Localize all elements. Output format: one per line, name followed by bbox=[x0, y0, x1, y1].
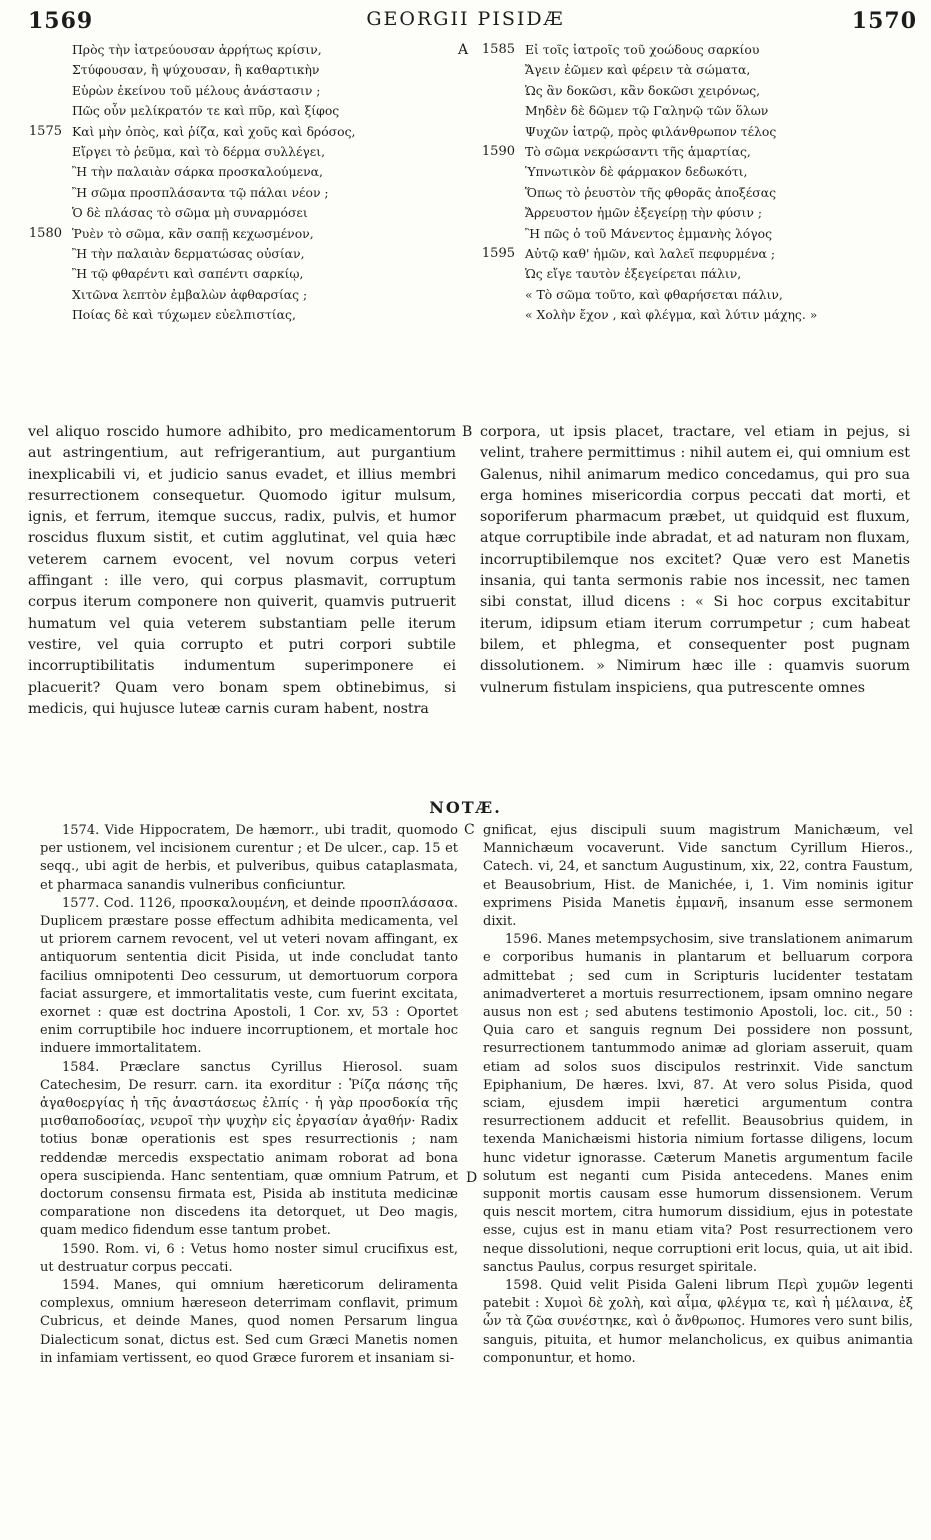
section-marker-a: A bbox=[458, 42, 469, 58]
note-entry: 1574. Vide Hippocratem, De hæmorr., ubi tradit, quomodo per ustionem, vel incisionem curentur ; et De ulcer., cap. 15 et seqq., ubi agit de herbis, et pulveribus, quibus cataplasmata, et pharmaca sanandis vulneribus conficiuntur. bbox=[40, 823, 458, 893]
verse-text: Εὑρὼν ἐκείνου τοῦ μέλους ἀνάστασιν ; bbox=[72, 82, 321, 98]
verse-text: Αὐτῷ καθ' ἡμῶν, καὶ λαλεῖ πεφυρμένα ; bbox=[525, 246, 776, 262]
line-number: 1575 bbox=[28, 123, 62, 139]
verse-text: Ἢ τὴν παλαιὰν δερματώσας οὐσίαν, bbox=[72, 246, 305, 262]
verse-text: Μηδὲν δὲ δῶμεν τῷ Γαληνῷ τῶν ὅλων bbox=[525, 103, 769, 119]
verse-text: Ὡς ἂν δοκῶσι, κἂν δοκῶσι χειρόνως, bbox=[525, 82, 761, 98]
notes-column-right bbox=[483, 822, 913, 1368]
note-entry: 1584. Præclare sanctus Cyrillus Hierosol. suam Catechesim, De resurr. carn. ita exorditur : Ῥίζα πάσης τῆς ἀγαθοεργίας ἡ τῆς ἀναστάσεως ἐλπίς · ἡ γὰρ προσδοκία τῆς μισθαποδοσίας, νευροῖ τὴν ψυχὴν εἰς ἐργασίαν ἀγαθήν· Radix totius bonæ operationis est spes resurrectionis ; nam reddendæ mercedis exspectatio animam roborat ad bona opera suscipienda. Hanc sententiam, quæ omnium Patrum, et doctorum consensu firmata est, Pisida ab instituta medicinæ comparatione non discedens ita detorquet, ut Deo magis, quam medico fidendum esse tantum probet. bbox=[40, 1059, 458, 1239]
verse-text: Πρὸς τὴν ἰατρεύουσαν ἀρρήτως κρίσιν, bbox=[72, 42, 322, 57]
verse-text: Ἄγειν ἐῶμεν καὶ φέρειν τὰ σώματα, bbox=[525, 62, 751, 78]
greek-verse-right bbox=[481, 40, 925, 326]
verse-text: Ψυχῶν ἰατρῷ, πρὸς φιλάνθρωπον τέλος bbox=[525, 123, 777, 139]
verse-line bbox=[72, 264, 452, 284]
verse-line bbox=[72, 40, 452, 60]
note-entry: 1577. Cod. 1126, προσκαλουμένη, et deinde προσπλάσασα. Duplicem præstare posse effectum adhibita medicamenta, vel ut priorem carnem revocent, vel ut veteri novam affingant, ex antiquorum sententia dicit Pisida, ut inde concludat tanto facilius omnipotenti Deo cessurum, ut demortuorum corpora faciat assurgere, et immortalitatis veste, cum fuerint excitata, exornet : quæ est doctrina Apostoli, 1 Cor. xv, 53 : Oportet enim corruptibile hoc induere incorruptionem, et mortale hoc induere immortalitatem. bbox=[40, 895, 458, 1057]
verse-line bbox=[72, 101, 452, 121]
verse-text: Ῥυὲν τὸ σῶμα, κἂν σαπῇ κεχωσμένον, bbox=[72, 225, 314, 241]
verse-text: Ὑπνωτικὸν δὲ φάρμακον δεδωκότι, bbox=[525, 164, 748, 180]
verse-text: Ἢ πῶς ὁ τοῦ Μάνεντος ἐμμανὴς λόγος bbox=[525, 225, 773, 241]
verse-text: Ὡς εἴγε ταυτὸν ἐξεγείρεται πάλιν, bbox=[525, 266, 742, 282]
verse-line bbox=[525, 305, 925, 325]
verse-line bbox=[72, 285, 452, 305]
verse-text: Ἄρρευστον ἡμῶν ἐξεγείρῃ τὴν φύσιν ; bbox=[525, 205, 763, 221]
verse-text: Ὁ δὲ πλάσας τὸ σῶμα μὴ συναρμόσει bbox=[72, 205, 308, 221]
verse-text: « Τὸ σῶμα τοῦτο, καὶ φθαρήσεται πάλιν, bbox=[525, 286, 783, 302]
verse-line bbox=[72, 81, 452, 101]
latin-translation-right: corpora, ut ipsis placet, tractare, vel etiam in pejus, si velint, trahere permittimus : nihil autem ei, qui omnium est Galenus, nihil animarum medico concedamus, qui pro sua erga homines misericordia corpus peccati dat morti, et soporiferum pharmacum præbet, ut quidquid est fluxum, atque corruptibile inde abradat, et ad naturam non fluxam, incorruptibilemque nos excitet? Quæ vero est Manetis insania, qui tanta sermonis rabie nos incessit, nec tamen sibi constat, illud dicens : « Si hoc corpus excitabitur iterum, idipsum etiam iterum corrumpetur ; cum habeat bilem, et phlegma, et consequenter post pugnam dissolutionem. » Nimirum hæc ille : quamvis suorum vulnerum fistulam inspiciens, qua putrescente omnes bbox=[480, 424, 910, 696]
verse-line bbox=[72, 203, 452, 223]
column-number-right: 1570 bbox=[851, 8, 917, 34]
verse-text: Στύφουσαν, ἢ ψύχουσαν, ἢ καθαρτικὴν bbox=[72, 62, 320, 78]
line-number: 1585 bbox=[481, 42, 515, 57]
verse-text: Εἴργει τὸ ῥεῦμα, καὶ τὸ δέρμα συλλέγει, bbox=[72, 144, 326, 160]
section-marker-b: B bbox=[462, 424, 473, 440]
verse-line bbox=[525, 224, 925, 244]
verse-text: Καὶ μὴν ὀπὸς, καὶ ῥίζα, καὶ χοῦς καὶ δρόσος, bbox=[72, 123, 356, 139]
verse-line bbox=[525, 60, 925, 80]
verse-line bbox=[72, 162, 452, 182]
verse-line bbox=[72, 142, 452, 162]
verse-line bbox=[481, 244, 925, 264]
latin-translation-left: vel aliquo roscido humore adhibito, pro medicamentorum aut astringentium, aut refrigerantium, aut purgantium inexplicabili vi, et judicio sanus evadet, et illius membri resurrectionem consequetur. Quomodo igitur mulsum, ignis, et ferrum, itemque succus, radix, pulvis, et humor roscidus fluxum sistit, et cutim agglutinat, vel quia hæc veterem carnem evocent, vel novum corpus veteri affingant : ille vero, qui corpus plasmavit, corruptum corpus iterum componere non quiverit, quamvis putruerit humatum vel quia veterem substantiam pelle iterum vestire, vel quia corrupto et putri corpori subtile incorruptibilitatis indumentum superimponere ei placuerit? Quam vero bonam spem obtinebimus, si medicis, qui hujusce luteæ carnis curam habent, nostra bbox=[28, 424, 456, 717]
verse-text: Ἢ σῶμα προσπλάσαντα τῷ πάλαι νέον ; bbox=[72, 184, 329, 200]
verse-text: « Χολὴν ἔχον , καὶ φλέγμα, καὶ λύτιν μάχης. » bbox=[525, 307, 818, 323]
greek-verse-left bbox=[28, 40, 452, 326]
verse-line bbox=[72, 305, 452, 325]
running-title: GEORGII PISIDÆ bbox=[366, 8, 565, 30]
note-entry: 1594. Manes, qui omnium hæreticorum deliramenta complexus, omnium hæreseon deterrimam conflavit, primum Cubricus, et deinde Manes, quod nomen Persarum lingua Dialecticum sonat, dictus est. Sed cum Græci Manetis nomen in infamiam vertissent, eo quod Græce furorem et insaniam si- bbox=[40, 1278, 458, 1366]
notes-column-left bbox=[40, 822, 458, 1368]
verse-line bbox=[481, 142, 925, 162]
verse-text: Ὅπως τὸ ῥευστὸν τῆς φθορᾶς ἀποξέσας bbox=[525, 184, 777, 200]
verse-line bbox=[72, 244, 452, 264]
verse-line bbox=[525, 183, 925, 203]
verse-line bbox=[525, 122, 925, 142]
section-marker-c: C bbox=[464, 822, 475, 838]
line-number: 1595 bbox=[481, 246, 515, 262]
note-entry: 1598. Quid velit Pisida Galeni librum Περὶ χυμῶν legenti patebit : Χυμοὶ δὲ χολὴ, καὶ αἷμα, φλέγμα τε, καὶ ἡ μέλαινα, ἐξ ὧν τὰ ζῶα συνέστηκε, καὶ ὁ ἄνθρωπος. Humores vero sunt bilis, sanguis, pituita, et humor melancholicus, ex quibus animantia componuntur, et homo. bbox=[483, 1278, 913, 1366]
verse-line bbox=[72, 60, 452, 80]
line-number: 1590 bbox=[481, 144, 515, 160]
verse-line bbox=[525, 101, 925, 121]
verse-text: Πῶς οὖν μελίκρατόν τε καὶ πῦρ, καὶ ξίφος bbox=[72, 103, 340, 119]
verse-text: Ἢ τῷ φθαρέντι καὶ σαπέντι σαρκίῳ, bbox=[72, 266, 304, 282]
note-entry: gnificat, ejus discipuli suum magistrum Manichæum, vel Mannichæum vocaverunt. Vide sanctum Cyrillum Hieros., Catech. vi, 24, et sanctum Augustinum, xix, 22, contra Faustum, et Beausobrium, Hist. de Manichée, i, 1. Vim nominis igitur exprimens Pisida Manetis ἐμμανῆ, insanum esse sermonem dixit. bbox=[483, 823, 913, 930]
verse-line bbox=[28, 224, 452, 244]
verse-line bbox=[72, 183, 452, 203]
verse-text: Εἰ τοῖς ἰατροῖς τοῦ χοώδους σαρκίου bbox=[525, 42, 760, 57]
note-entry: 1590. Rom. vi, 6 : Vetus homo noster simul crucifixus est, ut destruatur corpus peccati. bbox=[40, 1241, 458, 1275]
verse-text: Χιτῶνα λεπτὸν ἐμβαλὼν ἀφθαρσίας ; bbox=[72, 286, 308, 302]
verse-line bbox=[525, 162, 925, 182]
verse-line bbox=[525, 203, 925, 223]
verse-line bbox=[525, 264, 925, 284]
verse-line bbox=[525, 285, 925, 305]
note-entry: 1596. Manes metempsychosim, sive translationem animarum e corporibus humanis in plantarum et belluarum corpora admittebat ; sed cum in Scripturis lucidenter testatam animadverteret a mortuis resurrectionem, ipsam omnino negare ausus non est ; sed abutens testimonio Apostoli, loc. cit., 50 : Quia caro et sanguis regnum Dei possidere non possunt, resurrectionem tantummodo animæ ad gloriam asseruit, quam etiam ad solos suos discipulos restrinxit. Vide sanctum Epiphanium, De hæres. lxvi, 87. At vero solus Pisida, quod sciam, ejusdem impii hæretici argumentum contra resurrectionem adducit et refellit. Beausobrius quidem, in texenda Manichæismi historia nimium fortasse diligens, locum hunc videtur ignorasse. Cæterum Manetis argumentum facile solutum est neganti cum Pisida antecedens. Manes enim supponit mortis causam esse humorum dissensionem. Verum quis nescit mortem, citra humorum dissidium, ejus in potestate esse, cujus est in manu etiam vita? Post resurrectionem vero neque dissolutioni, neque corruptioni erit locus, quia, ut ait ibid. sanctus Paulus, corpus resurget spiritale. bbox=[483, 932, 913, 1275]
section-marker-d: D bbox=[466, 1170, 478, 1186]
verse-line bbox=[481, 40, 925, 60]
notes-heading: NOTÆ. bbox=[429, 798, 502, 817]
verse-text: Ποίας δὲ καὶ τύχωμεν εὐελπιστίας, bbox=[72, 307, 296, 323]
verse-line bbox=[525, 81, 925, 101]
verse-text: Τὸ σῶμα νεκρώσαντι τῆς ἁμαρτίας, bbox=[525, 144, 751, 160]
line-number: 1580 bbox=[28, 225, 62, 241]
verse-text: Ἢ τὴν παλαιὰν σάρκα προσκαλούμενα, bbox=[72, 164, 323, 180]
verse-line bbox=[28, 122, 452, 142]
column-number-left: 1569 bbox=[28, 8, 94, 34]
